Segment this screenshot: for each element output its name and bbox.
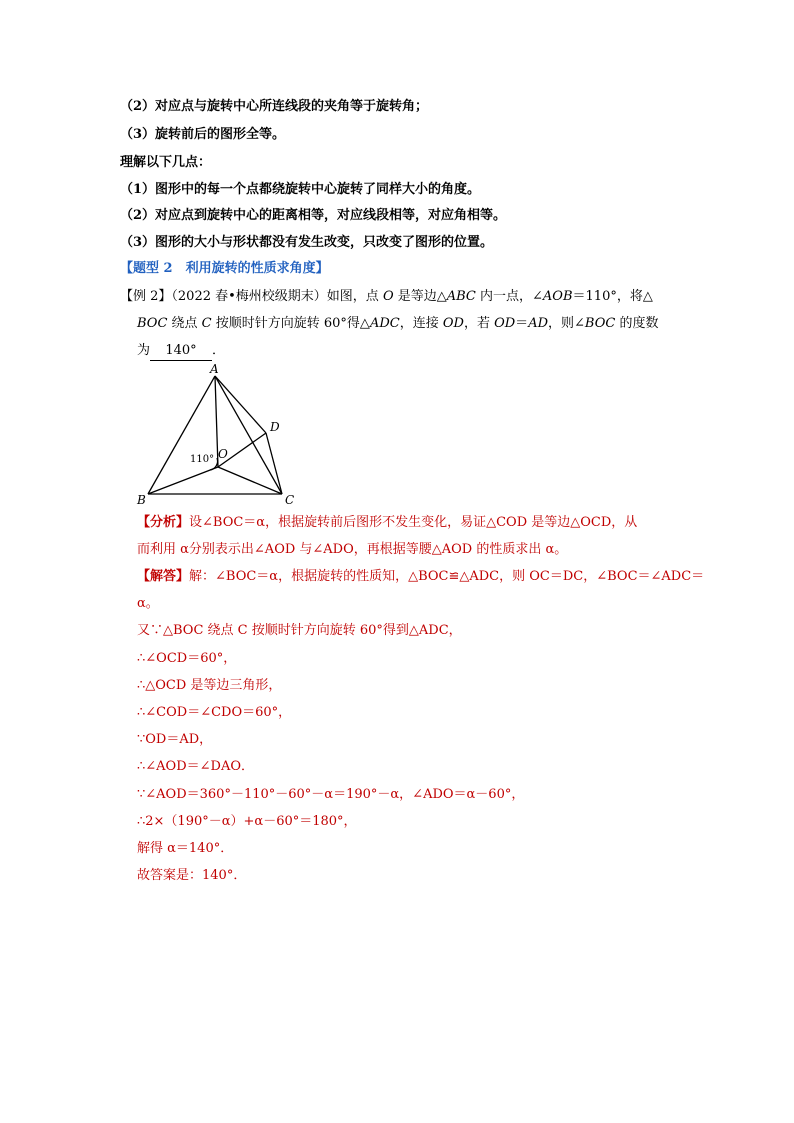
label-a: A [210, 362, 219, 376]
segment-cd [266, 433, 282, 494]
triangle-figure [130, 362, 300, 512]
solution-step: ∴2×（190°－α）+α－60°＝180°， [137, 814, 357, 829]
example-point: OD [494, 316, 516, 331]
example-label: 【例 2】 [120, 289, 172, 304]
label-b: B [137, 493, 146, 507]
example-text: ，连接 [399, 316, 443, 331]
solution-step: ∴∠OCD＝60°， [137, 651, 237, 666]
segment-ac [215, 376, 282, 494]
example-point: AOB [542, 289, 573, 304]
example-point: ABC [446, 289, 476, 304]
example-text: 内一点，∠ [475, 289, 543, 304]
example-line-2 [137, 315, 658, 333]
example-point: O [382, 289, 394, 304]
angle-label: 110° [190, 454, 215, 465]
solution-step: 故答案是：140°． [137, 868, 247, 883]
example-text: ，则∠ [548, 316, 585, 331]
example-line-3 [137, 342, 225, 361]
understand-item-3: （3）图形的大小与形状都没有发生改变，只改变了图形的位置。 [120, 235, 494, 250]
example-point: BOC [584, 316, 616, 331]
example-text: ． [212, 343, 226, 358]
analysis-line-2: 而利用 α分别表示出∠AOD 与∠ADO，再根据等腰△AOD 的性质求出 α。 [137, 542, 568, 557]
solution-line-1b: α。 [137, 596, 159, 611]
example-text: 按顺时针方向旋转 60°得△ [211, 316, 370, 331]
property-3: （3）旋转前后的图形全等。 [120, 127, 286, 142]
segment-ab [148, 376, 215, 494]
example-point: BOC [137, 316, 168, 331]
solution-step: 又∵△BOC 绕点 C 按顺时针方向旋转 60°得到△ADC， [137, 623, 462, 638]
label-d: D [270, 420, 280, 434]
property-2: （2）对应点与旋转中心所连线段的夹角等于旋转角； [120, 99, 429, 114]
example-text: ＝110°，将△ [572, 289, 653, 304]
example-point: AD [528, 316, 548, 331]
solution-step: ∵OD＝AD， [137, 732, 213, 747]
example-text: 绕点 [167, 316, 202, 331]
understand-item-2: （2）对应点到旋转中心的距离相等，对应线段相等，对应角相等。 [120, 208, 507, 223]
answer-blank: 140° [150, 342, 212, 361]
example-text: 的度数 [615, 316, 659, 331]
example-text: ＝ [515, 316, 529, 331]
solution-step: ∴∠COD＝∠CDO＝60°， [137, 705, 292, 720]
solution-label: 【解答】 [137, 569, 190, 584]
solution-line-1 [137, 568, 704, 586]
example-text: （2022 春•梅州校级期末）如图，点 [171, 289, 383, 304]
example-text: ，若 [463, 316, 495, 331]
understand-item-1: （1）图形中的每一个点都绕旋转中心旋转了同样大小的角度。 [120, 182, 481, 197]
solution-step: ∴∠AOD＝∠DAO． [137, 759, 254, 774]
segment-co [218, 467, 282, 494]
segment-bo [148, 467, 218, 494]
example-point: OD [442, 316, 464, 331]
analysis-label: 【分析】 [137, 515, 190, 530]
analysis-line-1 [137, 514, 637, 532]
segment-ad [215, 376, 266, 433]
analysis-text: 设∠BOC＝α，根据旋转前后图形不发生变化，易证△COD 是等边△OCD，从 [189, 515, 638, 530]
example-point: C [201, 316, 212, 331]
solution-step: ∵∠AOD＝360°－110°－60°－α＝190°－α，∠ADO＝α－60°， [137, 787, 525, 802]
section-title: 【题型 2 利用旋转的性质求角度】 [120, 261, 329, 276]
example-text: 为 [137, 343, 151, 358]
understand-title: 理解以下几点： [120, 155, 212, 170]
example-point: ADC [369, 316, 400, 331]
solution-step: ∴△OCD 是等边三角形， [137, 678, 282, 693]
solution-step: 解得 α＝140°． [137, 841, 234, 856]
example-text: 是等边△ [393, 289, 447, 304]
solution-text: 解：∠BOC＝α，根据旋转的性质知，△BOC≌△ADC，则 OC＝DC，∠BOC＝∠ADC＝ [189, 569, 705, 584]
example-line-1 [120, 288, 653, 306]
label-c: C [285, 493, 295, 507]
label-o: O [218, 447, 228, 461]
